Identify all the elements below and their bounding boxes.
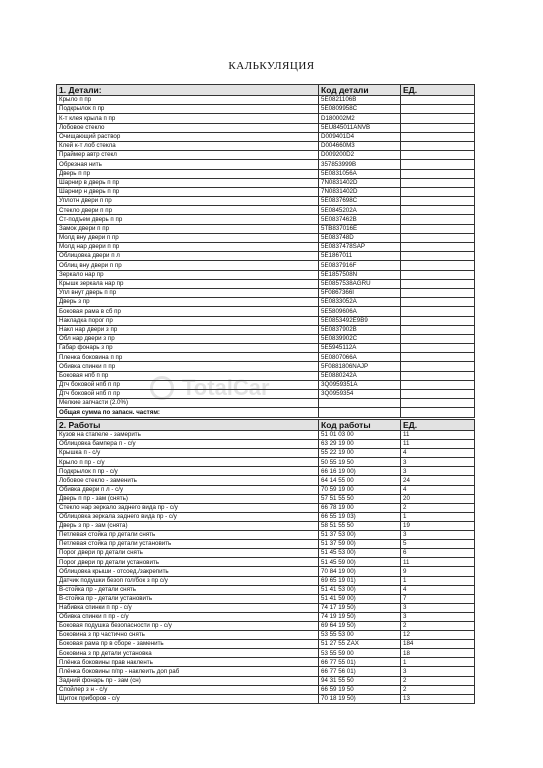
- item-name: Боковина з пр детали установка: [57, 649, 319, 658]
- parts-row: [57, 362, 475, 371]
- item-name: Крышк зеркала нар пр: [57, 279, 319, 288]
- item-code: 51 45 53 00): [319, 549, 401, 558]
- item-code: 51 45 59 00): [319, 558, 401, 567]
- item-name: Замок двери п пр: [57, 224, 319, 233]
- item-unit: 4: [401, 485, 475, 494]
- item-unit: 2: [401, 685, 475, 694]
- works-row: [57, 631, 475, 640]
- item-unit: [401, 169, 475, 178]
- item-unit: [401, 261, 475, 270]
- item-name: Дтч боковой нпб п пр: [57, 390, 319, 399]
- parts-row: [57, 224, 475, 233]
- item-code: 5E0837916F: [319, 261, 401, 270]
- item-name: Подкрылок п пр: [57, 105, 319, 114]
- item-name: Обл нар двери з пр: [57, 334, 319, 343]
- parts-row: [57, 298, 475, 307]
- item-name: Крыло п пр - с/у: [57, 458, 319, 467]
- item-name: Кузов на стапеле - замерить: [57, 431, 319, 440]
- item-unit: 3: [401, 667, 475, 676]
- item-code: 50 55 19 50: [319, 458, 401, 467]
- item-unit: [401, 224, 475, 233]
- item-name: Очищающий раствор: [57, 132, 319, 141]
- item-code: 5E5945112A: [319, 344, 401, 353]
- item-unit: 20: [401, 494, 475, 503]
- works-row: [57, 640, 475, 649]
- item-name: Боковая нпб п пр: [57, 371, 319, 380]
- parts-row: [57, 187, 475, 196]
- item-code: 5E0837462B: [319, 215, 401, 224]
- item-name: Лобовое стекло - заменить: [57, 476, 319, 485]
- item-code: [319, 399, 401, 408]
- parts-row: [57, 141, 475, 150]
- item-unit: [401, 105, 475, 114]
- works-header-code: Код работы: [319, 420, 401, 431]
- item-unit: [401, 197, 475, 206]
- item-unit: 13: [401, 694, 475, 703]
- parts-total-cell: [319, 408, 401, 417]
- item-code: 70 59 19 00: [319, 485, 401, 494]
- parts-row: [57, 132, 475, 141]
- item-name: Накл нар двери з пр: [57, 325, 319, 334]
- item-name: Молд вну двери п пр: [57, 233, 319, 242]
- item-unit: [401, 288, 475, 297]
- parts-row: [57, 160, 475, 169]
- item-name: Молд нар двери п пр: [57, 243, 319, 252]
- item-code: 5EU845011ANVB: [319, 123, 401, 132]
- works-row: [57, 621, 475, 630]
- item-code: 51 37 59 00): [319, 540, 401, 549]
- works-row: [57, 658, 475, 667]
- works-row: [57, 594, 475, 603]
- item-unit: [401, 362, 475, 371]
- item-unit: 3: [401, 531, 475, 540]
- item-name: Боковая подушка безопасности пр - с/у: [57, 621, 319, 630]
- item-code: 51 41 53 00): [319, 585, 401, 594]
- item-code: 51 27 55 ZAX: [319, 640, 401, 649]
- parts-row: [57, 233, 475, 242]
- parts-row: [57, 243, 475, 252]
- item-code: 3Q0959354: [319, 390, 401, 399]
- item-unit: 5: [401, 540, 475, 549]
- item-code: 70 84 19 00): [319, 567, 401, 576]
- item-unit: 1: [401, 512, 475, 521]
- item-code: 70 18 19 50): [319, 694, 401, 703]
- item-unit: [401, 151, 475, 160]
- item-unit: [401, 399, 475, 408]
- parts-row: [57, 325, 475, 334]
- parts-row: [57, 270, 475, 279]
- item-name: Плёнка боковины п/пр - наклеить доп раб: [57, 667, 319, 676]
- item-name: Петлевая стойка пр детали установить: [57, 540, 319, 549]
- item-unit: [401, 279, 475, 288]
- works-row: [57, 603, 475, 612]
- parts-row: [57, 316, 475, 325]
- item-unit: [401, 243, 475, 252]
- item-code: D009401D4: [319, 132, 401, 141]
- parts-row: [57, 252, 475, 261]
- item-name: В-стойка пр - детали снять: [57, 585, 319, 594]
- item-unit: 184: [401, 640, 475, 649]
- item-name: Лобовое стекло: [57, 123, 319, 132]
- item-code: 7N0831402D: [319, 187, 401, 196]
- item-code: 5E0880242A: [319, 371, 401, 380]
- works-row: [57, 503, 475, 512]
- parts-row: [57, 197, 475, 206]
- item-name: Набивка спинки п пр - с/у: [57, 603, 319, 612]
- item-code: D180002M2: [319, 114, 401, 123]
- works-table: [56, 419, 475, 704]
- works-row: [57, 449, 475, 458]
- parts-header-unit: ЕД.: [401, 85, 475, 96]
- item-code: 5F0881806NAJP: [319, 362, 401, 371]
- parts-row: [57, 371, 475, 380]
- item-code: 66 16 19 00): [319, 467, 401, 476]
- item-unit: [401, 353, 475, 362]
- works-row: [57, 576, 475, 585]
- item-code: 51 01 03 00: [319, 431, 401, 440]
- item-code: 74 17 19 50): [319, 603, 401, 612]
- item-unit: [401, 206, 475, 215]
- works-row: [57, 585, 475, 594]
- item-name: Дверь з пр: [57, 298, 319, 307]
- parts-header-name: 1. Детали:: [57, 85, 319, 96]
- item-code: 57 51 55 50: [319, 494, 401, 503]
- item-name: Облиц вну двери п пр: [57, 261, 319, 270]
- item-unit: 3: [401, 603, 475, 612]
- item-name: Шарнир н дверь п пр: [57, 187, 319, 196]
- parts-row: [57, 344, 475, 353]
- item-unit: [401, 316, 475, 325]
- page-title: КАЛЬКУЛЯЦИЯ: [228, 60, 315, 72]
- item-code: 51 41 59 00): [319, 594, 401, 603]
- item-name: Стекло двери п пр: [57, 206, 319, 215]
- item-name: Обивка спинки п пр - с/у: [57, 612, 319, 621]
- item-unit: 11: [401, 558, 475, 567]
- parts-row: [57, 169, 475, 178]
- item-name: Крышка п - с/у: [57, 449, 319, 458]
- item-name: Пленка боковина п пр: [57, 353, 319, 362]
- item-code: 5F0867366I: [319, 288, 401, 297]
- item-unit: 2: [401, 503, 475, 512]
- item-name: Обивка двери п л - с/у: [57, 485, 319, 494]
- item-code: 5E0837478SAP: [319, 243, 401, 252]
- item-unit: 7: [401, 594, 475, 603]
- parts-row: [57, 178, 475, 187]
- item-name: Габар фонарь з пр: [57, 344, 319, 353]
- works-row: [57, 467, 475, 476]
- item-unit: [401, 141, 475, 150]
- item-code: 66 59 19 50: [319, 685, 401, 694]
- works-row: [57, 558, 475, 567]
- works-row: [57, 440, 475, 449]
- item-code: D004660M3: [319, 141, 401, 150]
- parts-total-cell: [401, 408, 475, 417]
- item-unit: 6: [401, 549, 475, 558]
- item-unit: [401, 123, 475, 132]
- item-name: Петлевая стойка пр детали снять: [57, 531, 319, 540]
- works-header-row: [57, 420, 475, 431]
- item-name: Задний фонарь пр - зам (сн): [57, 676, 319, 685]
- parts-table: [56, 84, 475, 418]
- parts-row: [57, 151, 475, 160]
- parts-row: [57, 215, 475, 224]
- item-unit: 4: [401, 585, 475, 594]
- item-code: 94 31 55 50: [319, 676, 401, 685]
- works-row: [57, 549, 475, 558]
- item-unit: 1: [401, 576, 475, 585]
- item-code: 74 19 19 50): [319, 612, 401, 621]
- item-unit: 2: [401, 621, 475, 630]
- item-name: Боковая рама в сб пр: [57, 307, 319, 316]
- item-unit: 24: [401, 476, 475, 485]
- works-row: [57, 540, 475, 549]
- item-code: 51 37 53 00): [319, 531, 401, 540]
- item-name: В-стойка пр - детали установить: [57, 594, 319, 603]
- parts-row: [57, 307, 475, 316]
- item-name: Обивка спинки п пр: [57, 362, 319, 371]
- item-unit: 11: [401, 440, 475, 449]
- item-code: 69 64 19 50): [319, 621, 401, 630]
- item-name: Облицовка крыши - отсоед./закрепить: [57, 567, 319, 576]
- item-name: Порог двери пр детали установить: [57, 558, 319, 567]
- item-code: 5E1857508N: [319, 270, 401, 279]
- item-unit: [401, 114, 475, 123]
- item-unit: [401, 215, 475, 224]
- item-name: Облицовка зеркала заднего вида пр - с/у: [57, 512, 319, 521]
- item-unit: [401, 325, 475, 334]
- item-unit: [401, 371, 475, 380]
- parts-row: [57, 105, 475, 114]
- item-code: 5E0821106B: [319, 96, 401, 105]
- parts-row: [57, 380, 475, 389]
- item-name: Стекло нар зеркало заднего вида пр - с/у: [57, 503, 319, 512]
- item-code: 7N0831402D: [319, 178, 401, 187]
- works-row: [57, 649, 475, 658]
- item-code: 69 65 19 01): [319, 576, 401, 585]
- item-unit: 18: [401, 649, 475, 658]
- item-code: 66 55 19 03): [319, 512, 401, 521]
- works-row: [57, 512, 475, 521]
- works-row: [57, 494, 475, 503]
- parts-row: [57, 123, 475, 132]
- parts-row: [57, 114, 475, 123]
- item-unit: [401, 380, 475, 389]
- works-row: [57, 676, 475, 685]
- item-code: 5TB837016E: [319, 224, 401, 233]
- item-name: Дверь п пр - зам (снять): [57, 494, 319, 503]
- works-row: [57, 476, 475, 485]
- item-unit: [401, 270, 475, 279]
- parts-row: [57, 399, 475, 408]
- item-name: Мелкие запчасти (2.0%): [57, 399, 319, 408]
- item-unit: [401, 160, 475, 169]
- works-row: [57, 521, 475, 530]
- item-code: 5E0809958C: [319, 105, 401, 114]
- works-row: [57, 567, 475, 576]
- item-code: 5E0833052A: [319, 298, 401, 307]
- parts-row: [57, 96, 475, 105]
- works-row: [57, 458, 475, 467]
- item-code: 53 55 59 00: [319, 649, 401, 658]
- item-unit: 9: [401, 567, 475, 576]
- item-code: 58 51 55 50: [319, 521, 401, 530]
- item-name: Упл внут дверь п пр: [57, 288, 319, 297]
- item-code: 5E0853492E9B9: [319, 316, 401, 325]
- item-name: Датчик подушки безоп гол/бок з пр с/у: [57, 576, 319, 585]
- works-row: [57, 685, 475, 694]
- parts-row: [57, 279, 475, 288]
- parts-row: [57, 261, 475, 270]
- item-name: Шарнир в дверь п пр: [57, 178, 319, 187]
- item-code: 5E0837698C: [319, 197, 401, 206]
- item-code: 5E0807066A: [319, 353, 401, 362]
- item-name: Зеркало нар пр: [57, 270, 319, 279]
- works-header-name: 2. Работы: [57, 420, 319, 431]
- item-name: Дверь п пр: [57, 169, 319, 178]
- item-code: 3Q0959351A: [319, 380, 401, 389]
- item-unit: 4: [401, 449, 475, 458]
- item-name: Облицовка бампера п - с/у: [57, 440, 319, 449]
- item-code: 64 14 55 00: [319, 476, 401, 485]
- item-unit: [401, 132, 475, 141]
- item-unit: 12: [401, 631, 475, 640]
- item-code: 5E0837902B: [319, 325, 401, 334]
- item-unit: [401, 178, 475, 187]
- item-name: Порог двери пр детали снять: [57, 549, 319, 558]
- item-name: Дверь з пр - зам (снята): [57, 521, 319, 530]
- item-name: Плёнка боковины прав накленть: [57, 658, 319, 667]
- item-unit: [401, 334, 475, 343]
- item-code: 63 29 19 00: [319, 440, 401, 449]
- item-name: Крыло п пр: [57, 96, 319, 105]
- parts-header-row: [57, 85, 475, 96]
- item-unit: [401, 187, 475, 196]
- item-unit: [401, 233, 475, 242]
- parts-row: [57, 390, 475, 399]
- item-unit: 3: [401, 467, 475, 476]
- item-code: 55 22 19 00: [319, 449, 401, 458]
- item-name: Обрезная нить: [57, 160, 319, 169]
- item-code: 66 77 56 01): [319, 667, 401, 676]
- item-code: 5E5809606A: [319, 307, 401, 316]
- item-code: 5E0831056A: [319, 169, 401, 178]
- item-code: 66 77 55 01): [319, 658, 401, 667]
- parts-row: [57, 353, 475, 362]
- item-name: Дтч боковой нпб п пр: [57, 380, 319, 389]
- item-unit: [401, 298, 475, 307]
- item-code: 5E0857538AGRU: [319, 279, 401, 288]
- works-row: [57, 612, 475, 621]
- item-name: К-т клея крыла п пр: [57, 114, 319, 123]
- parts-total-row: [57, 408, 475, 417]
- item-unit: 3: [401, 458, 475, 467]
- works-row: [57, 531, 475, 540]
- item-name: Накладка порог пр: [57, 316, 319, 325]
- item-unit: 1: [401, 658, 475, 667]
- works-row: [57, 431, 475, 440]
- item-name: Спойлер з н - с/у: [57, 685, 319, 694]
- item-unit: 11: [401, 431, 475, 440]
- parts-header-code: Код детали: [319, 85, 401, 96]
- parts-row: [57, 288, 475, 297]
- works-row: [57, 667, 475, 676]
- works-header-unit: ЕД.: [401, 420, 475, 431]
- item-code: 357853999B: [319, 160, 401, 169]
- item-code: 5E0839902C: [319, 334, 401, 343]
- parts-total-label: Общая сумма по запасн. частям:: [57, 408, 319, 417]
- watermark-text: TotalCar: [182, 375, 270, 400]
- works-row: [57, 694, 475, 703]
- item-name: Щиток приборов - с/у: [57, 694, 319, 703]
- item-name: Боковая рама пр в сборе - заменить: [57, 640, 319, 649]
- item-unit: [401, 344, 475, 353]
- item-name: Облицовка двери п л: [57, 252, 319, 261]
- works-row: [57, 485, 475, 494]
- item-unit: [401, 96, 475, 105]
- item-code: 53 55 53 00: [319, 631, 401, 640]
- item-code: 5E083748D: [319, 233, 401, 242]
- item-unit: [401, 252, 475, 261]
- item-name: Подкрылок п пр - с/у: [57, 467, 319, 476]
- parts-row: [57, 334, 475, 343]
- item-name: Ст-подъем дверь п пр: [57, 215, 319, 224]
- item-unit: [401, 307, 475, 316]
- item-name: Боковина з пр частично снять: [57, 631, 319, 640]
- item-code: 5E0845202A: [319, 206, 401, 215]
- item-unit: 2: [401, 676, 475, 685]
- item-name: Клей к-т лоб стекла: [57, 141, 319, 150]
- item-code: 5E1867011: [319, 252, 401, 261]
- item-code: D009200D2: [319, 151, 401, 160]
- item-unit: 3: [401, 612, 475, 621]
- item-name: Праймер автр стекл: [57, 151, 319, 160]
- item-unit: 19: [401, 521, 475, 530]
- parts-row: [57, 206, 475, 215]
- item-name: Уплотн двери п пр: [57, 197, 319, 206]
- item-code: 66 78 19 00: [319, 503, 401, 512]
- item-unit: [401, 390, 475, 399]
